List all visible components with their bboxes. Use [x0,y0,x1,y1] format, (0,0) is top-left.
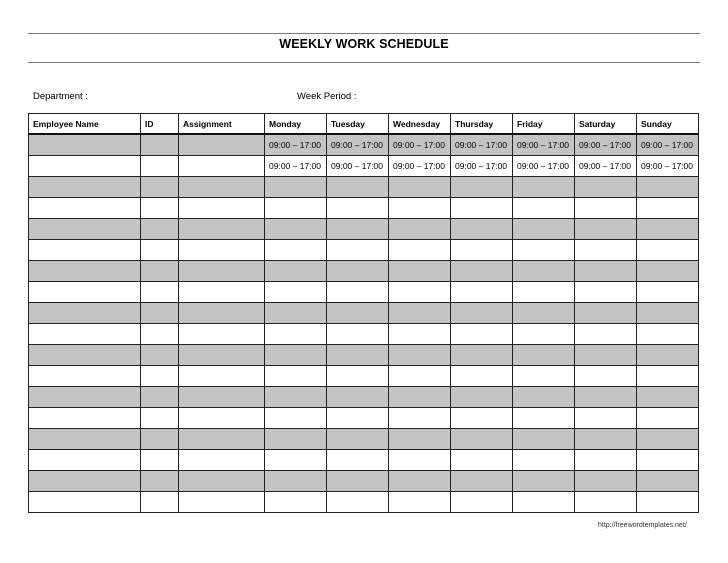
cell-friday[interactable] [513,471,575,492]
cell-friday[interactable] [513,366,575,387]
cell-sunday[interactable]: 09:00 – 17:00 [637,134,699,156]
cell-saturday[interactable] [575,387,637,408]
cell-saturday[interactable] [575,429,637,450]
table-row [29,429,699,450]
cell-saturday[interactable]: 09:00 – 17:00 [575,134,637,156]
cell-sunday[interactable] [637,282,699,303]
cell-thursday[interactable] [451,219,513,240]
cell-tuesday[interactable]: 09:00 – 17:00 [327,156,389,177]
cell-sunday[interactable] [637,219,699,240]
table-row [29,303,699,324]
cell-wednesday[interactable] [389,345,451,366]
cell-monday[interactable]: 09:00 – 17:00 [265,156,327,177]
cell-employee-name[interactable] [29,303,141,324]
cell-wednesday[interactable] [389,177,451,198]
cell-monday[interactable] [265,282,327,303]
cell-tuesday[interactable] [327,408,389,429]
cell-assignment[interactable] [179,240,265,261]
cell-tuesday[interactable] [327,366,389,387]
table-row [29,156,699,177]
cell-id[interactable] [141,450,179,471]
page-title: WEEKLY WORK SCHEDULE [279,37,449,51]
cell-tuesday[interactable] [327,282,389,303]
header-row [29,114,699,135]
column-header-sunday: Sunday [637,114,699,135]
cell-monday[interactable] [265,471,327,492]
cell-employee-name[interactable] [29,408,141,429]
cell-friday[interactable] [513,177,575,198]
cell-wednesday[interactable] [389,492,451,513]
cell-saturday[interactable] [575,303,637,324]
cell-id[interactable] [141,345,179,366]
cell-sunday[interactable] [637,345,699,366]
cell-tuesday[interactable] [327,324,389,345]
cell-friday[interactable] [513,219,575,240]
cell-assignment[interactable] [179,198,265,219]
table-row [29,366,699,387]
cell-tuesday[interactable] [327,492,389,513]
table-row [29,240,699,261]
table-row [29,324,699,345]
column-header-tuesday: Tuesday [327,114,389,135]
cell-thursday[interactable]: 09:00 – 17:00 [451,134,513,156]
cell-friday[interactable]: 09:00 – 17:00 [513,134,575,156]
cell-saturday[interactable] [575,345,637,366]
table-row [29,261,699,282]
cell-assignment[interactable] [179,134,265,156]
table-row [29,450,699,471]
cell-employee-name[interactable] [29,387,141,408]
cell-monday[interactable] [265,408,327,429]
title-underline-rule [28,62,700,63]
cell-friday[interactable] [513,240,575,261]
cell-wednesday[interactable] [389,198,451,219]
table-row [29,408,699,429]
cell-id[interactable] [141,471,179,492]
cell-monday[interactable] [265,345,327,366]
schedule-table [28,113,699,513]
column-header-friday: Friday [513,114,575,135]
cell-saturday[interactable] [575,261,637,282]
cell-assignment[interactable] [179,450,265,471]
cell-wednesday[interactable] [389,366,451,387]
cell-id[interactable] [141,366,179,387]
cell-saturday[interactable] [575,408,637,429]
cell-wednesday[interactable] [389,324,451,345]
cell-id[interactable] [141,324,179,345]
cell-id[interactable] [141,282,179,303]
cell-sunday[interactable] [637,303,699,324]
cell-assignment[interactable] [179,156,265,177]
cell-tuesday[interactable] [327,345,389,366]
cell-friday[interactable] [513,345,575,366]
cell-wednesday[interactable] [389,240,451,261]
cell-thursday[interactable] [451,408,513,429]
cell-sunday[interactable] [637,324,699,345]
column-header-saturday: Saturday [575,114,637,135]
cell-friday[interactable] [513,387,575,408]
cell-monday[interactable] [265,429,327,450]
cell-assignment[interactable] [179,219,265,240]
cell-wednesday[interactable] [389,471,451,492]
cell-thursday[interactable] [451,471,513,492]
cell-friday[interactable] [513,324,575,345]
cell-friday[interactable]: 09:00 – 17:00 [513,156,575,177]
cell-tuesday[interactable] [327,450,389,471]
table-row [29,282,699,303]
cell-wednesday[interactable]: 09:00 – 17:00 [389,134,451,156]
cell-sunday[interactable] [637,408,699,429]
cell-thursday[interactable] [451,177,513,198]
cell-tuesday[interactable]: 09:00 – 17:00 [327,134,389,156]
cell-monday[interactable] [265,261,327,282]
table-row [29,387,699,408]
cell-saturday[interactable] [575,198,637,219]
cell-thursday[interactable] [451,429,513,450]
cell-employee-name[interactable] [29,366,141,387]
cell-employee-name[interactable] [29,492,141,513]
column-header-thursday: Thursday [451,114,513,135]
cell-wednesday[interactable] [389,429,451,450]
column-header-wednesday: Wednesday [389,114,451,135]
cell-assignment[interactable] [179,429,265,450]
cell-id[interactable] [141,240,179,261]
cell-friday[interactable] [513,450,575,471]
cell-saturday[interactable] [575,282,637,303]
cell-monday[interactable] [265,198,327,219]
cell-monday[interactable] [265,240,327,261]
cell-employee-name[interactable] [29,134,141,156]
cell-sunday[interactable] [637,366,699,387]
cell-assignment[interactable] [179,324,265,345]
cell-employee-name[interactable] [29,156,141,177]
cell-friday[interactable] [513,429,575,450]
cell-tuesday[interactable] [327,240,389,261]
week-period-label: Week Period : [297,91,357,102]
cell-monday[interactable] [265,492,327,513]
table-row [29,492,699,513]
cell-employee-name[interactable] [29,177,141,198]
cell-friday[interactable] [513,198,575,219]
cell-saturday[interactable] [575,324,637,345]
cell-friday[interactable] [513,492,575,513]
cell-assignment[interactable] [179,303,265,324]
cell-sunday[interactable] [637,429,699,450]
cell-tuesday[interactable] [327,177,389,198]
cell-tuesday[interactable] [327,471,389,492]
cell-saturday[interactable] [575,471,637,492]
cell-monday[interactable]: 09:00 – 17:00 [265,134,327,156]
cell-thursday[interactable] [451,366,513,387]
cell-saturday[interactable] [575,366,637,387]
cell-wednesday[interactable] [389,450,451,471]
cell-assignment[interactable] [179,261,265,282]
cell-assignment[interactable] [179,345,265,366]
table-row [29,177,699,198]
cell-monday[interactable] [265,303,327,324]
cell-employee-name[interactable] [29,345,141,366]
cell-friday[interactable] [513,261,575,282]
cell-sunday[interactable] [637,240,699,261]
cell-assignment[interactable] [179,282,265,303]
cell-id[interactable] [141,198,179,219]
cell-wednesday[interactable]: 09:00 – 17:00 [389,156,451,177]
cell-thursday[interactable] [451,345,513,366]
footer-url[interactable]: http://freewordtemplates.net/ [598,522,687,529]
cell-tuesday[interactable] [327,261,389,282]
cell-id[interactable] [141,219,179,240]
cell-id[interactable] [141,261,179,282]
cell-monday[interactable] [265,366,327,387]
cell-thursday[interactable] [451,198,513,219]
cell-assignment[interactable] [179,492,265,513]
cell-thursday[interactable] [451,240,513,261]
cell-thursday[interactable] [451,303,513,324]
cell-wednesday[interactable] [389,219,451,240]
column-header-id: ID [141,114,179,135]
cell-sunday[interactable]: 09:00 – 17:00 [637,156,699,177]
cell-tuesday[interactable] [327,303,389,324]
department-label: Department : [33,91,88,102]
cell-id[interactable] [141,156,179,177]
cell-friday[interactable] [513,303,575,324]
cell-wednesday[interactable] [389,387,451,408]
cell-saturday[interactable] [575,240,637,261]
cell-thursday[interactable] [451,261,513,282]
cell-tuesday[interactable] [327,387,389,408]
cell-id[interactable] [141,177,179,198]
cell-tuesday[interactable] [327,198,389,219]
cell-employee-name[interactable] [29,471,141,492]
cell-thursday[interactable] [451,387,513,408]
cell-id[interactable] [141,408,179,429]
table-row [29,198,699,219]
cell-id[interactable] [141,303,179,324]
cell-tuesday[interactable] [327,429,389,450]
cell-employee-name[interactable] [29,198,141,219]
cell-saturday[interactable] [575,177,637,198]
cell-employee-name[interactable] [29,240,141,261]
cell-sunday[interactable] [637,450,699,471]
cell-monday[interactable] [265,177,327,198]
cell-monday[interactable] [265,324,327,345]
cell-sunday[interactable] [637,492,699,513]
cell-thursday[interactable] [451,282,513,303]
cell-monday[interactable] [265,450,327,471]
column-header-employee-name: Employee Name [29,114,141,135]
cell-employee-name[interactable] [29,219,141,240]
table-row [29,219,699,240]
cell-assignment[interactable] [179,177,265,198]
table-row [29,471,699,492]
cell-wednesday[interactable] [389,303,451,324]
cell-sunday[interactable] [637,471,699,492]
cell-employee-name[interactable] [29,429,141,450]
cell-id[interactable] [141,429,179,450]
column-header-monday: Monday [265,114,327,135]
cell-saturday[interactable] [575,219,637,240]
cell-wednesday[interactable] [389,261,451,282]
cell-thursday[interactable] [451,450,513,471]
cell-thursday[interactable]: 09:00 – 17:00 [451,156,513,177]
cell-employee-name[interactable] [29,324,141,345]
cell-employee-name[interactable] [29,282,141,303]
cell-saturday[interactable] [575,450,637,471]
cell-wednesday[interactable] [389,282,451,303]
cell-sunday[interactable] [637,198,699,219]
cell-assignment[interactable] [179,408,265,429]
cell-sunday[interactable] [637,387,699,408]
table-row [29,345,699,366]
cell-saturday[interactable] [575,492,637,513]
column-header-assignment: Assignment [179,114,265,135]
cell-id[interactable] [141,387,179,408]
cell-assignment[interactable] [179,366,265,387]
cell-wednesday[interactable] [389,408,451,429]
cell-id[interactable] [141,492,179,513]
cell-assignment[interactable] [179,471,265,492]
cell-employee-name[interactable] [29,261,141,282]
schedule-body [29,134,699,513]
cell-thursday[interactable] [451,324,513,345]
cell-tuesday[interactable] [327,219,389,240]
cell-sunday[interactable] [637,177,699,198]
cell-friday[interactable] [513,282,575,303]
cell-assignment[interactable] [179,387,265,408]
cell-thursday[interactable] [451,492,513,513]
cell-id[interactable] [141,134,179,156]
top-rule [28,33,700,34]
cell-monday[interactable] [265,387,327,408]
cell-sunday[interactable] [637,261,699,282]
cell-monday[interactable] [265,219,327,240]
cell-friday[interactable] [513,408,575,429]
cell-saturday[interactable]: 09:00 – 17:00 [575,156,637,177]
cell-employee-name[interactable] [29,450,141,471]
table-row [29,134,699,156]
